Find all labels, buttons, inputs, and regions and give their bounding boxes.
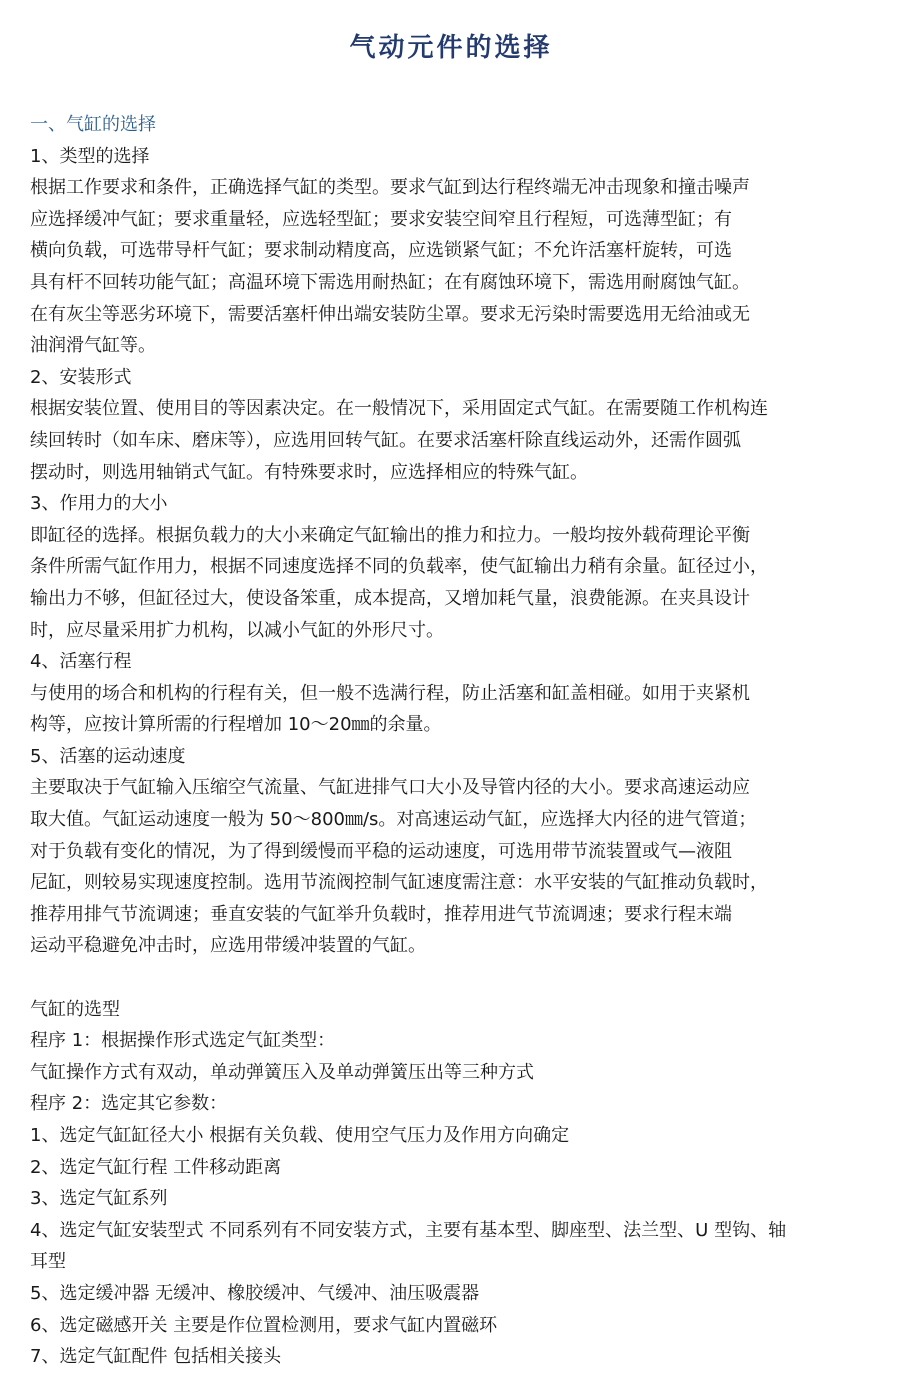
- page-title: 气动元件的选择: [349, 33, 553, 63]
- text-line: 3、作用力的大小: [30, 493, 168, 515]
- text-line: 油润滑气缸等。: [30, 335, 156, 357]
- text-line: 对于负载有变化的情况，为了得到缓慢而平稳的运动速度，可选用带节流装置或气—液阻: [30, 840, 732, 862]
- text-line: 4、选定气缸安装型式 不同系列有不同安装方式，主要有基本型、脚座型、法兰型、U 型钩、轴: [30, 1219, 787, 1241]
- blank-line: [30, 962, 880, 994]
- text-line: 摆动时，则选用轴销式气缸。有特殊要求时，应选择相应的特殊气缸。: [30, 461, 588, 483]
- text-line: 5、活塞的运动速度: [30, 745, 186, 767]
- text-line: 构等，应按计算所需的行程增加 10～20㎜的余量。: [30, 714, 442, 736]
- text-line: 推荐用排气节流调速；垂直安装的气缸举升负载时，推荐用进气节流调速；要求行程末端: [30, 903, 732, 925]
- text-line: 与使用的场合和机构的行程有关，但一般不选满行程，防止活塞和缸盖相碰。如用于夹紧机: [30, 682, 750, 704]
- text-line: 1、选定气缸缸径大小 根据有关负载、使用空气压力及作用方向确定: [30, 1125, 570, 1146]
- text-line: 在有灰尘等恶劣环境下，需要活塞杆伸出端安装防尘罩。要求无污染时需要选用无给油或无: [30, 303, 750, 325]
- text-line: 2、安装形式: [30, 366, 132, 388]
- text-line: 应选择缓冲气缸；要求重量轻，应选轻型缸；要求安装空间窄且行程短，可选薄型缸；有: [30, 208, 732, 230]
- text-line: 耳型: [30, 1251, 66, 1273]
- text-line: 2、选定气缸行程 工件移动距离: [30, 1156, 282, 1178]
- text-line: 时，应尽量采用扩力机构，以减小气缸的外形尺寸。: [30, 619, 444, 641]
- text-line: 主要取决于气缸输入压缩空气流量、气缸进排气口大小及导管内径的大小。要求高速运动应: [30, 777, 750, 799]
- text-line: 横向负载，可选带导杆气缸；要求制动精度高，应选锁紧气缸；不允许活塞杆旋转，可选: [30, 240, 732, 262]
- text-line: 气缸操作方式有双动，单动弹簧压入及单动弹簧压出等三种方式: [30, 1061, 534, 1083]
- text-line: 续回转时（如车床、磨床等），应选用回转气缸。在要求活塞杆除直线运动外，还需作圆弧: [30, 429, 741, 451]
- text-line: 根据工作要求和条件，正确选择气缸的类型。要求气缸到达行程终端无冲击现象和撞击噪声: [30, 177, 750, 199]
- text-line: 5、选定缓冲器 无缓冲、橡胶缓冲、气缓冲、油压吸震器: [30, 1282, 480, 1304]
- text-line: 6、选定磁感开关 主要是作位置检测用，要求气缸内置磁环: [30, 1314, 498, 1336]
- text-line: 1、类型的选择: [30, 145, 150, 167]
- text-line: 具有杆不回转功能气缸；高温环境下需选用耐热缸；在有腐蚀环境下，需选用耐腐蚀气缸。: [30, 271, 750, 293]
- text-line: 条件所需气缸作用力，根据不同速度选择不同的负载率，使气缸输出力稍有余量。缸径过小，: [30, 556, 768, 578]
- text-line: 程序 2：选定其它参数：: [30, 1093, 228, 1115]
- text-line: 程序 1：根据操作形式选定气缸类型：: [30, 1030, 336, 1052]
- text-line: 即缸径的选择。根据负载力的大小来确定气缸输出的推力和拉力。一般均按外载荷理论平衡: [30, 524, 750, 546]
- text-line: 气缸的选型: [30, 998, 120, 1020]
- text-line: 根据安装位置、使用目的等因素决定。在一般情况下，采用固定式气缸。在需要随工作机构连: [30, 398, 768, 420]
- document-body: [30, 109, 880, 1373]
- text-line: 输出力不够，但缸径过大，使设备笨重，成本提高，又增加耗气量，浪费能源。在夹具设计: [30, 587, 750, 609]
- text-line: 取大值。气缸运动速度一般为 50～800㎜/s。对高速运动气缸，应选择大内径的进气管道；: [30, 809, 757, 831]
- text-line: 3、选定气缸系列: [30, 1188, 168, 1210]
- text-line: 4、活塞行程: [30, 651, 132, 673]
- text-line: 运动平稳避免冲击时，应选用带缓冲装置的气缸。: [30, 935, 426, 957]
- text-line: 尼缸，则较易实现速度控制。选用节流阀控制气缸速度需注意：水平安装的气缸推动负载时，: [30, 872, 768, 894]
- section-heading: 一、气缸的选择: [30, 114, 156, 135]
- text-line: 7、选定气缸配件 包括相关接头: [30, 1346, 282, 1368]
